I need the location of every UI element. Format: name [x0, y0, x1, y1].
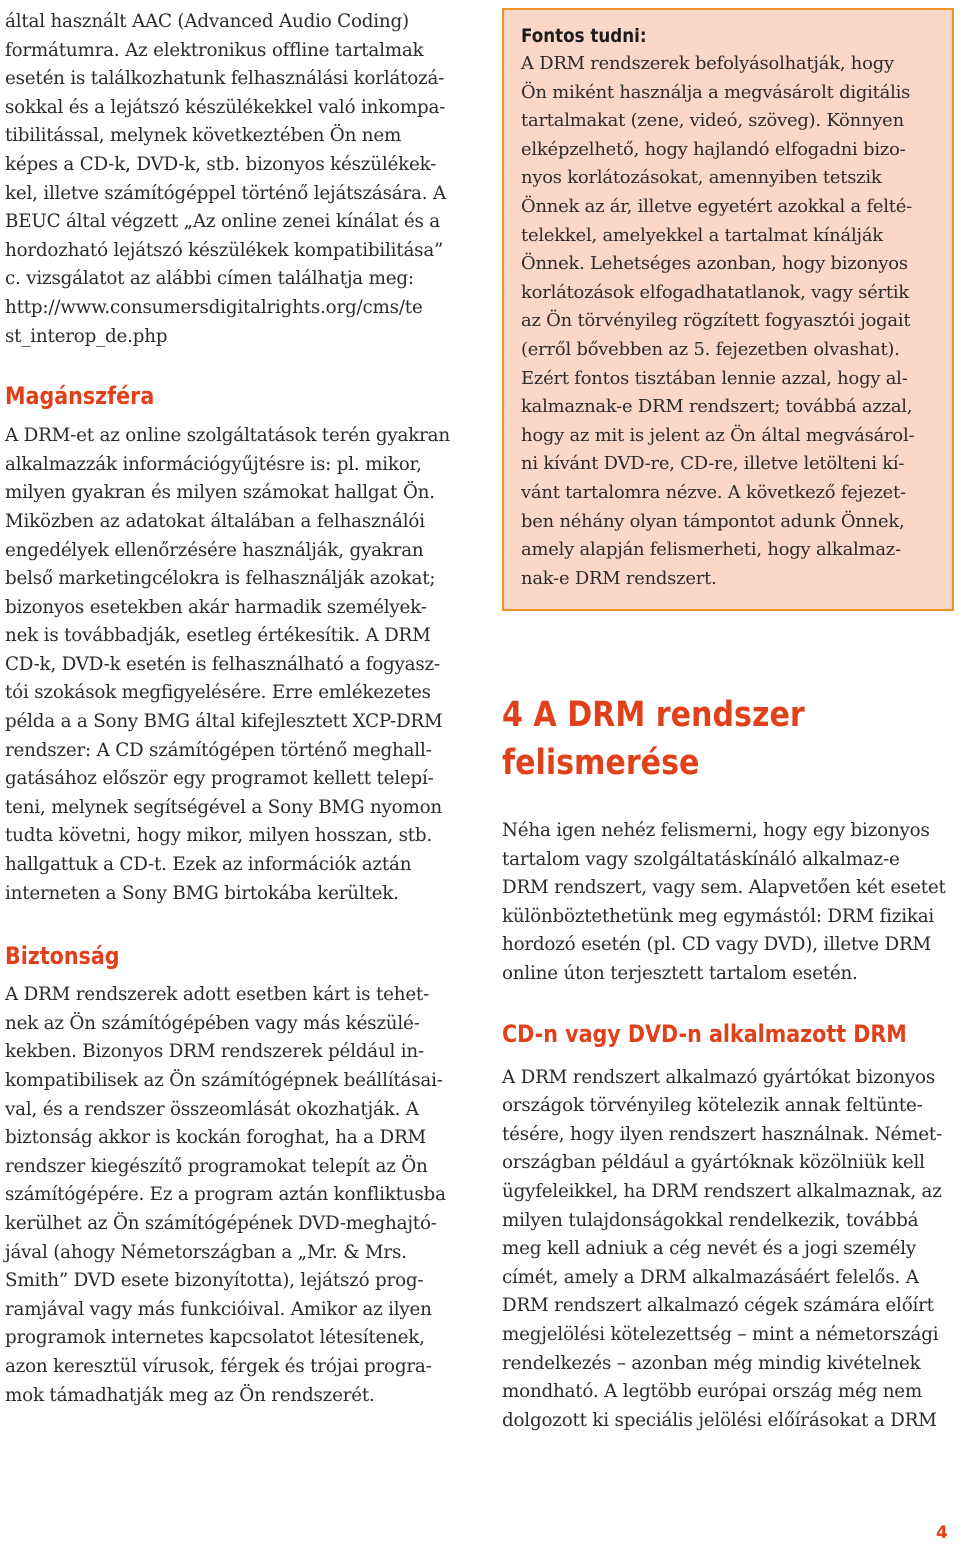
text-line: mondható. A legtöbb európai ország még nem: [502, 1381, 923, 1403]
text-line: címét, amely a DRM alkalmazásáért felelős. A: [502, 1266, 919, 1288]
chapter-intro-paragraph: [502, 817, 954, 989]
text-line: milyen gyakran és milyen számokat hallgat Ön.: [5, 482, 435, 504]
chapter-title-line-1: 4 A DRM rendszer: [502, 695, 805, 735]
text-line: amely alapján felismerheti, hogy alkalmaz-: [521, 539, 901, 561]
text-line: bizonyos esetekben akár harmadik személyek-: [5, 596, 427, 618]
text-line: tói szokások megfigyelésére. Erre emlékezetes: [5, 682, 431, 704]
cd-dvd-drm-paragraph: [502, 1064, 954, 1436]
text-line: mok támadhatják meg az Ön rendszerét.: [5, 1384, 375, 1406]
text-line: nek az Ön számítógépében vagy más készülé-: [5, 1012, 420, 1034]
text-line: milyen tulajdonságokkal rendelkezik, továbbá: [502, 1209, 919, 1231]
info-box-title: Fontos tudni:: [521, 25, 647, 47]
security-paragraph: [5, 981, 460, 1410]
text-line: számítógépére. Ez a program aztán konfliktusba: [5, 1184, 446, 1206]
text-line: vánt tartalomra nézve. A következő fejezet-: [521, 481, 906, 503]
text-line: formátumra. Az elektronikus offline tartalmak: [5, 39, 424, 61]
cd-dvd-drm-heading: CD-n vagy DVD-n alkalmazott DRM: [502, 1019, 907, 1048]
text-line: hordozható lejátszó készülékek kompatibilitása”: [5, 239, 444, 261]
text-line: A DRM rendszerek adott esetben kárt is tehet-: [5, 984, 430, 1006]
text-line: megjelölési kötelezettség – mint a németországi: [502, 1323, 939, 1345]
security-heading: Biztonság: [5, 942, 120, 971]
text-line: meg kell adniuk a cég nevét és a jogi személy: [502, 1238, 917, 1260]
text-line: alkalmazzák információgyűjtésre is: pl. mikor,: [5, 453, 422, 475]
chapter-title-line-2: felismerése: [502, 743, 700, 783]
text-line: Ön miként használja a megvásárolt digitális: [521, 81, 911, 103]
text-line: Néha igen nehéz felismerni, hogy egy bizonyos: [502, 820, 930, 841]
text-line: az Ön törvényileg rögzített fogyasztói jogait: [521, 310, 911, 332]
text-line: dolgozott ki speciális jelölési előírásokat a DRM: [502, 1409, 937, 1431]
text-line: val, és a rendszer összeomlását okozhatják. A: [5, 1098, 419, 1120]
text-line: képes a CD-k, DVD-k, stb. bizonyos készülékek-: [5, 153, 437, 175]
text-line: teni, melynek segítségével a Sony BMG nyomon: [5, 796, 442, 818]
text-line: rendszer kiegészítő programokat telepít az Ön: [5, 1155, 428, 1177]
text-line: tibilitással, melynek következtében Ön nem: [5, 125, 402, 147]
text-line: különböztethetünk meg egymástól: DRM fizikai: [502, 905, 935, 927]
text-line: nyos korlátozásokat, amennyiben tetszik: [521, 167, 882, 189]
text-line: kekben. Bizonyos DRM rendszerek például in-: [5, 1041, 424, 1063]
text-line: belső marketingcélokra is felhasználják azokat;: [5, 568, 436, 590]
text-line: telekkel, amelyekkel a tartalmat kínálják: [521, 224, 883, 246]
privacy-heading: Magánszféra: [5, 382, 155, 411]
text-line: ben néhány olyan támpontot adunk Önnek,: [521, 510, 905, 532]
text-line: CD-k, DVD-k esetén is felhasználható a fogyasz-: [5, 653, 440, 675]
text-line: ügyfeleikkel, ha DRM rendszert alkalmaznak, az: [502, 1180, 942, 1202]
text-line: országban például a gyártóknak közölniük kell: [502, 1152, 925, 1174]
page-number: 4: [936, 1523, 948, 1543]
text-line: azon keresztül vírusok, férgek és trójai progra-: [5, 1355, 432, 1377]
text-line: kompatibilisek az Ön számítógépnek beállításai-: [5, 1070, 443, 1091]
text-line: ni kívánt DVD-re, CD-re, illetve letölteni kí-: [521, 453, 905, 475]
info-box-text: [521, 50, 952, 593]
text-line: engedélyek ellenőrzésére használják, gyakran: [5, 539, 424, 561]
text-line: esetén is találkozhatunk felhasználási korlátozá-: [5, 68, 445, 90]
text-line: A DRM rendszerek befolyásolhatják, hogy: [521, 53, 894, 74]
left-column: [5, 8, 460, 1410]
text-line: http://www.consumersdigitalrights.org/cms/te: [5, 296, 423, 318]
text-line: tartalom vagy szolgáltatáskínáló alkalmaz-e: [502, 848, 900, 870]
text-line: Önnek az ár, illetve egyetért azokkal a felté-: [521, 195, 913, 217]
text-line: DRM rendszert, vagy sem. Alapvetően két esetet: [502, 877, 946, 899]
text-line: Miközben az adatokat általában a felhasználói: [5, 510, 425, 532]
text-line: hogy az mit is jelent az Ön által megvásárol-: [521, 424, 915, 446]
text-line: korlátozások elfogadhatatlanok, vagy sértik: [521, 281, 909, 303]
text-line: hordozó esetén (pl. CD vagy DVD), illetve DRM: [502, 934, 932, 956]
text-line: nek is továbbadják, esetleg értékesítik. A DRM: [5, 625, 431, 647]
text-line: biztonság akkor is kockán foroghat, ha a DRM: [5, 1127, 427, 1149]
text-line: gatásához először egy programot kellett telepí-: [5, 768, 434, 790]
text-line: elképzelhető, hogy hajlandó elfogadni bizo-: [521, 138, 906, 160]
text-line: online úton terjesztett tartalom esetén.: [502, 962, 858, 984]
text-line: BEUC által végzett „Az online zenei kínálat és a: [5, 211, 440, 233]
text-line: tudta követni, hogy mikor, milyen hosszan, stb.: [5, 825, 433, 847]
text-line: kalmaznak-e DRM rendszert; továbbá azzal,: [521, 396, 913, 418]
text-line: kerülhet az Ön számítógépének DVD-meghajtó-: [5, 1212, 437, 1234]
text-line: ramjával vagy más funkcióival. Amikor az ilyen: [5, 1298, 432, 1320]
text-line: c. vizsgálatot az alábbi címen találhatja meg:: [5, 268, 414, 290]
text-line: A DRM rendszert alkalmazó gyártókat bizonyos: [502, 1066, 936, 1088]
text-line: nak-e DRM rendszert.: [521, 567, 717, 589]
text-line: példa a a Sony BMG által kifejlesztett XCP-DRM: [5, 711, 443, 733]
text-line: hallgattuk a CD-t. Ezek az információk aztán: [5, 854, 412, 876]
privacy-paragraph: [5, 422, 460, 908]
text-line: programok internetes kapcsolatot létesítenek,: [5, 1327, 425, 1349]
text-line: jával (ahogy Németországban a „Mr. & Mrs.: [5, 1241, 407, 1263]
text-line: Smith” DVD esete bizonyította), lejátszó prog-: [5, 1270, 424, 1292]
text-line: rendelkezés – azonban még mindig kivételnek: [502, 1352, 921, 1374]
text-line: által használt AAC (Advanced Audio Coding): [5, 11, 409, 32]
right-column: [502, 8, 954, 1435]
text-line: (erről bővebben az 5. fejezetben olvashat).: [521, 338, 900, 360]
intro-paragraph: [5, 8, 460, 351]
info-box: [502, 8, 954, 611]
text-line: országok törvényileg kötelezik annak feltünte-: [502, 1095, 923, 1117]
text-line: tésére, hogy ilyen rendszert használnak. Német-: [502, 1123, 943, 1145]
text-line: interneten a Sony BMG birtokába kerültek.: [5, 882, 399, 904]
text-line: sokkal és a lejátszó készülékekkel való inkompa-: [5, 96, 446, 118]
text-line: Önnek. Lehetséges azonban, hogy bizonyos: [521, 253, 908, 275]
text-line: tartalmakat (zene, videó, szöveg). Könnyen: [521, 110, 904, 132]
text-line: A DRM-et az online szolgáltatások terén gyakran: [5, 425, 450, 447]
text-line: kel, illetve számítógéppel történő lejátszására. A: [5, 182, 446, 204]
text-line: Ezért fontos tisztában lennie azzal, hogy al-: [521, 367, 908, 389]
text-line: DRM rendszert alkalmazó cégek számára előírt: [502, 1295, 934, 1317]
text-line: rendszer: A CD számítógépen történő meghall-: [5, 739, 432, 761]
text-line: st_interop_de.php: [5, 325, 168, 347]
